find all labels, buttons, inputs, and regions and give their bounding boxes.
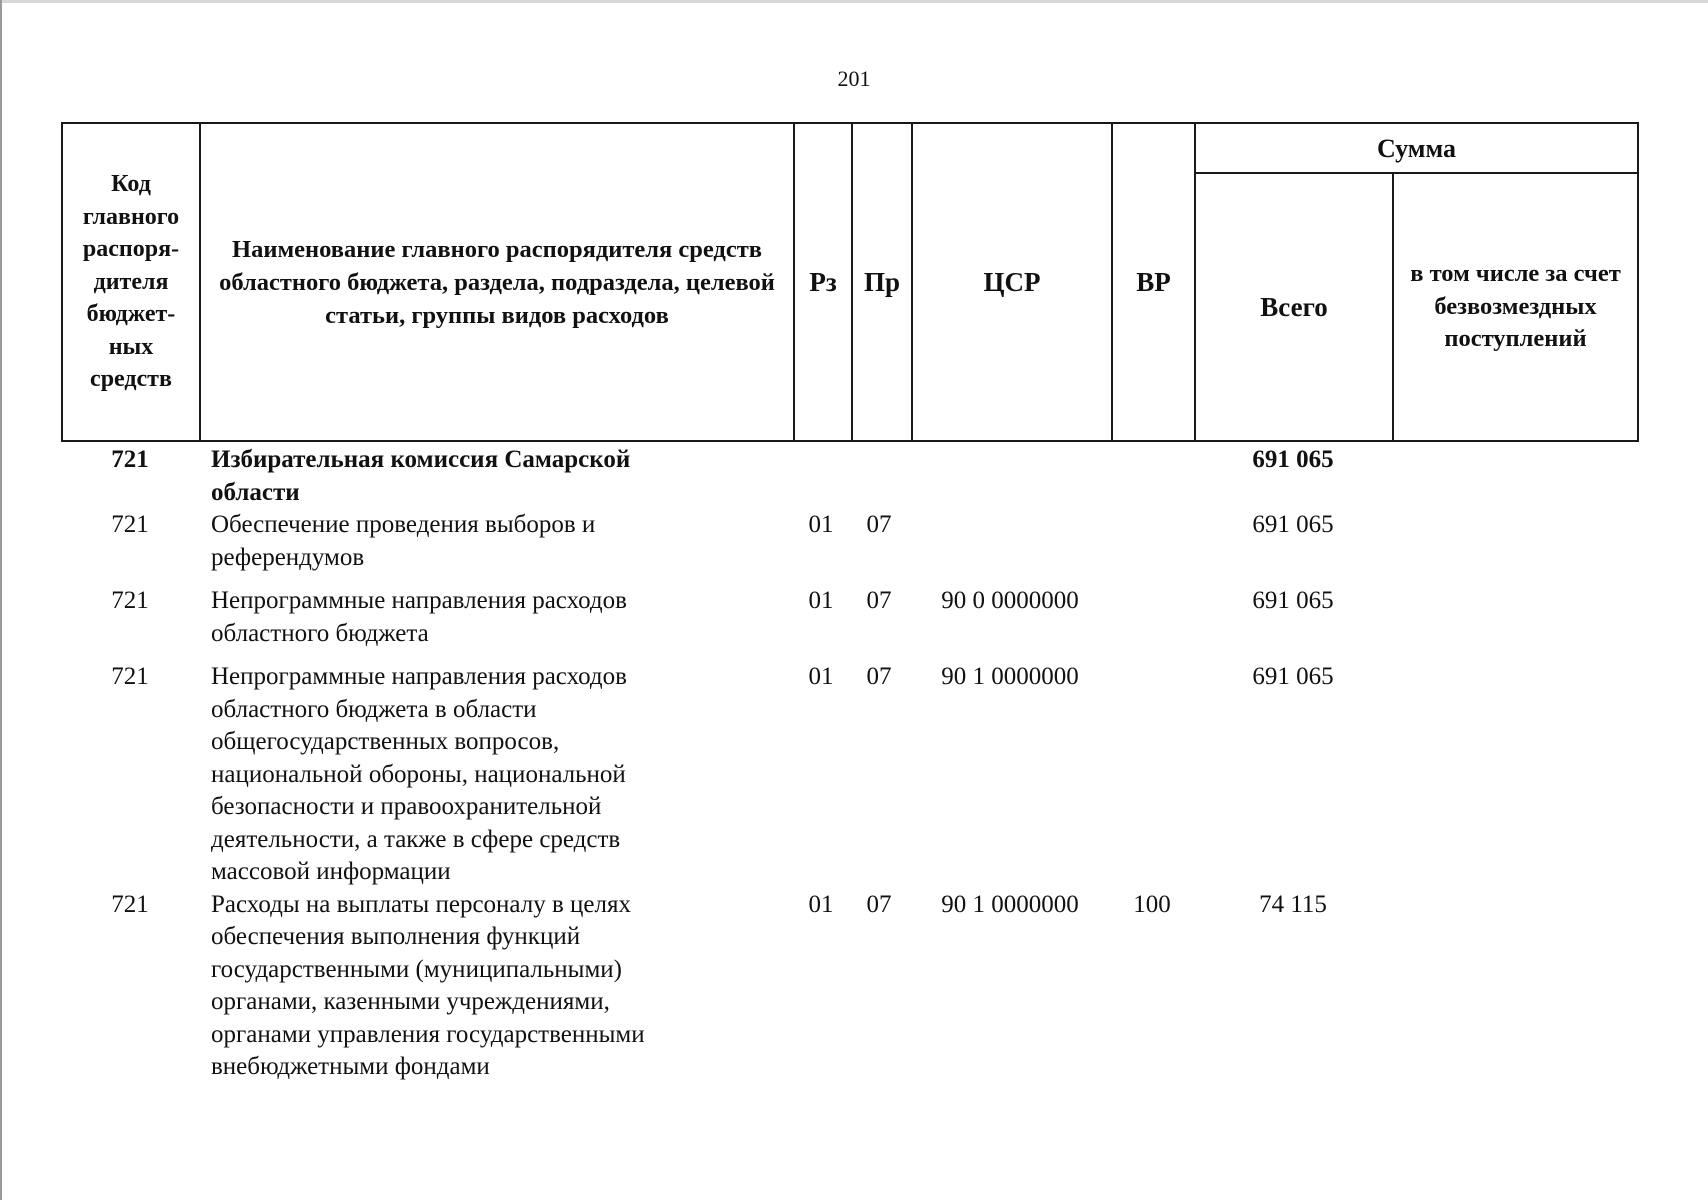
row-total: 691 065 (1252, 663, 1334, 690)
table-header (61, 122, 1639, 442)
row-rz: 01 (808, 587, 834, 614)
page-left-edge (0, 0, 2, 1200)
row-csr: 90 1 0000000 (941, 663, 1079, 690)
row-code: 721 (111, 890, 149, 918)
row-code: 721 (111, 511, 149, 538)
row-total: 691 065 (1252, 587, 1334, 614)
row-name: Обеспечение проведения выборов и референдумов (211, 511, 596, 571)
header-summa: Сумма (1195, 123, 1638, 173)
row-pr: 07 (866, 511, 892, 538)
row-name: Избирательная комиссия Самарской области (211, 446, 631, 506)
header-pr: Пр (852, 123, 912, 441)
table-row (61, 889, 1637, 1084)
row-vr: 100 (1133, 890, 1171, 918)
header-code: Код главного распоря-дителя бюджет-ных средств (62, 123, 200, 441)
row-total: 691 065 (1252, 511, 1334, 538)
row-rz: 01 (808, 890, 834, 918)
page-number: 201 (837, 66, 871, 91)
row-name: Расходы на выплаты персоналу в целях обеспечения выполнения функций государственными (муниципальными) органами, казенными учреждениями, органами управления государственными внебюджетными фондами (211, 890, 645, 1080)
row-code: 721 (111, 663, 149, 690)
table-row (61, 444, 1637, 509)
row-csr: 90 1 0000000 (941, 890, 1079, 918)
table-row (61, 661, 1637, 889)
row-pr: 07 (866, 663, 892, 690)
header-total: Всего (1195, 173, 1393, 441)
page-top-edge (0, 0, 1708, 3)
header-name: Наименование главного распорядителя средств областного бюджета, раздела, подраздела, целевой статьи, группы видов расходов (200, 123, 794, 441)
header-including: в том числе за счет безвозмездных поступлений (1393, 173, 1638, 441)
table-row (61, 509, 1637, 574)
table-body (61, 442, 1637, 1084)
row-rz: 01 (808, 663, 834, 690)
row-pr: 07 (866, 587, 892, 614)
row-total: 74 115 (1259, 890, 1327, 918)
header-csr: ЦСР (912, 123, 1112, 441)
row-name: Непрограммные направления расходов областного бюджета (211, 587, 627, 647)
row-code: 721 (111, 446, 149, 473)
header-rz: Рз (794, 123, 852, 441)
row-name: Непрограммные направления расходов областного бюджета в области общегосударственных вопросов, национальной обороны, национальной безопасности и правоохранительной деятельности, а также в сфере средств массовой информации (211, 663, 627, 885)
row-csr: 90 0 0000000 (941, 587, 1079, 614)
row-pr: 07 (866, 890, 892, 918)
header-vr: ВР (1112, 123, 1195, 441)
row-rz: 01 (808, 511, 834, 538)
row-total: 691 065 (1252, 446, 1334, 473)
row-code: 721 (111, 587, 149, 614)
table-row (61, 585, 1637, 650)
